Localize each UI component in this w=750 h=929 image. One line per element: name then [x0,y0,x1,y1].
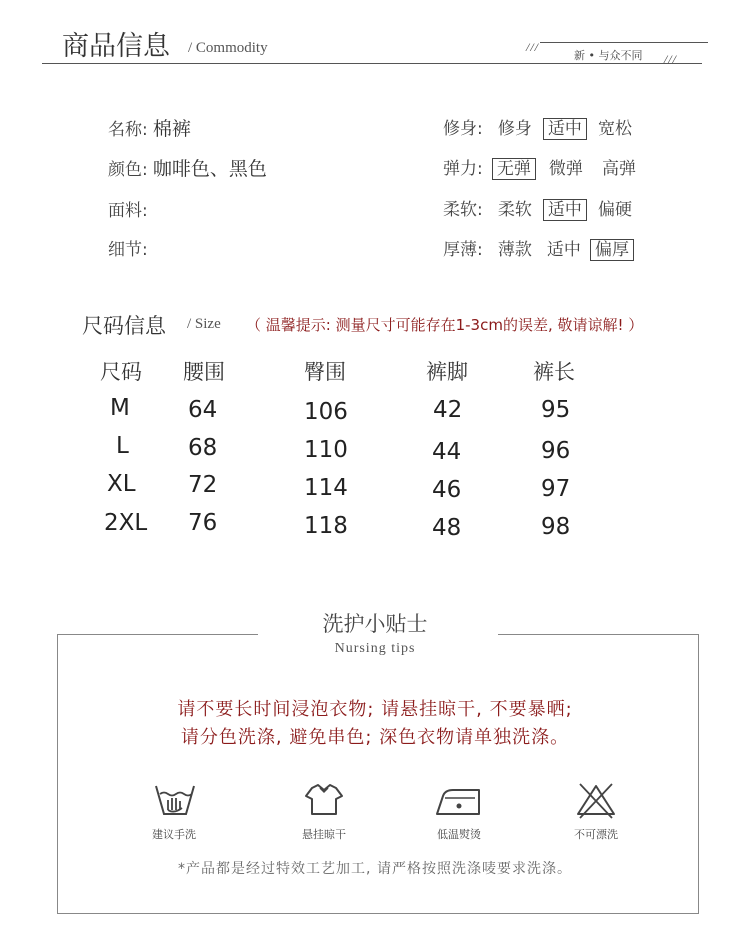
fit-option: 修身 [497,119,532,139]
thickness-option: 适中 [546,240,581,260]
fit-option-selected: 适中 [543,118,587,140]
size-cell: XL [107,471,136,497]
hand-wash-icon [124,780,224,820]
size-header: 腰围 [183,360,225,384]
size-cell: 2XL [104,510,148,536]
size-header: 臀围 [304,360,346,384]
size-cell: 42 [433,397,463,423]
size-cell: 48 [432,515,462,541]
fabric-label: 面料: [108,201,148,221]
care-label: 不可漂洗 [574,828,618,841]
page-title: 商品信息 [62,31,170,62]
size-cell: 96 [541,438,571,464]
stretch-option: 微弹 [548,159,583,179]
info-color-row [108,154,267,181]
size-cell: 106 [304,399,348,425]
page-subtitle: / Commodity [188,40,268,56]
tips-warning-line-2: 请分色洗涤, 避免串色; 深色衣物请单独洗涤。 [180,727,570,748]
size-cell: 114 [304,475,348,501]
info-detail-row [108,235,148,260]
size-cell: M [110,395,130,421]
name-label: 名称: [108,120,148,140]
thickness-option-selected: 偏厚 [590,239,634,261]
stretch-row [443,154,636,180]
color-label: 颜色: [108,160,148,180]
thickness-label: 厚薄: [443,240,483,260]
softness-option: 偏硬 [598,200,633,220]
thickness-row [443,235,634,261]
tips-subtitle: Nursing tips [334,641,416,656]
header-tag: 新 • 与众不同 [574,49,643,62]
size-cell: 68 [188,435,218,461]
size-cell: 76 [188,510,218,536]
size-cell: 64 [188,397,218,423]
size-cell: 46 [432,477,462,503]
size-section-title: 尺码信息 [82,314,166,338]
size-cell: 118 [304,513,348,539]
tips-title: 洗护小贴士 [322,612,428,636]
size-cell: 97 [541,476,571,502]
name-value: 棉裤 [152,118,191,140]
detail-label: 细节: [108,240,148,260]
header-right-divider [540,42,708,43]
care-item-hand-wash [124,780,224,842]
thickness-option: 薄款 [497,240,532,260]
no-bleach-icon [546,780,646,820]
color-value: 咖啡色、黑色 [152,158,267,180]
care-label: 悬挂晾干 [302,828,346,841]
tips-warning-line-1: 请不要长时间浸泡衣物; 请悬挂晾干, 不要暴晒; [177,699,573,720]
care-item-low-iron [409,780,509,842]
softness-option: 柔软 [497,200,532,220]
size-cell: L [116,433,129,459]
softness-label: 柔软: [443,200,483,220]
info-name-row [108,114,191,141]
info-fabric-row [108,196,148,221]
tips-footnote: *产品都是经过特效工艺加工, 请严格按照洗涤唛要求洗涤。 [178,861,572,877]
size-section-subtitle: / Size [187,316,221,332]
fit-label: 修身: [443,119,483,139]
size-cell: 44 [432,439,462,465]
low-iron-icon [409,780,509,820]
size-header: 裤脚 [426,360,468,384]
fit-option: 宽松 [598,119,633,139]
size-header: 裤长 [533,360,575,384]
slash-decoration-left: /// [526,40,540,54]
size-header: 尺码 [100,360,142,384]
hang-dry-icon [274,780,374,820]
care-label: 建议手洗 [152,828,196,841]
softness-option-selected: 适中 [543,199,587,221]
size-cell: 72 [188,472,218,498]
slash-decoration-right: /// [664,52,678,66]
fit-row [443,114,632,140]
size-cell: 110 [304,437,348,463]
header-divider [42,63,702,64]
care-item-no-bleach [546,780,646,842]
size-cell: 95 [541,397,571,423]
stretch-label: 弹力: [443,159,483,179]
size-note: （ 温馨提示: 测量尺寸可能存在1-3cm的误差, 敬请谅解! ） [246,316,644,334]
care-item-hang-dry [274,780,374,842]
stretch-option: 高弹 [602,159,637,179]
stretch-option-selected: 无弹 [492,158,536,180]
care-label: 低温熨烫 [437,828,481,841]
size-cell: 98 [541,514,571,540]
softness-row [443,195,632,221]
